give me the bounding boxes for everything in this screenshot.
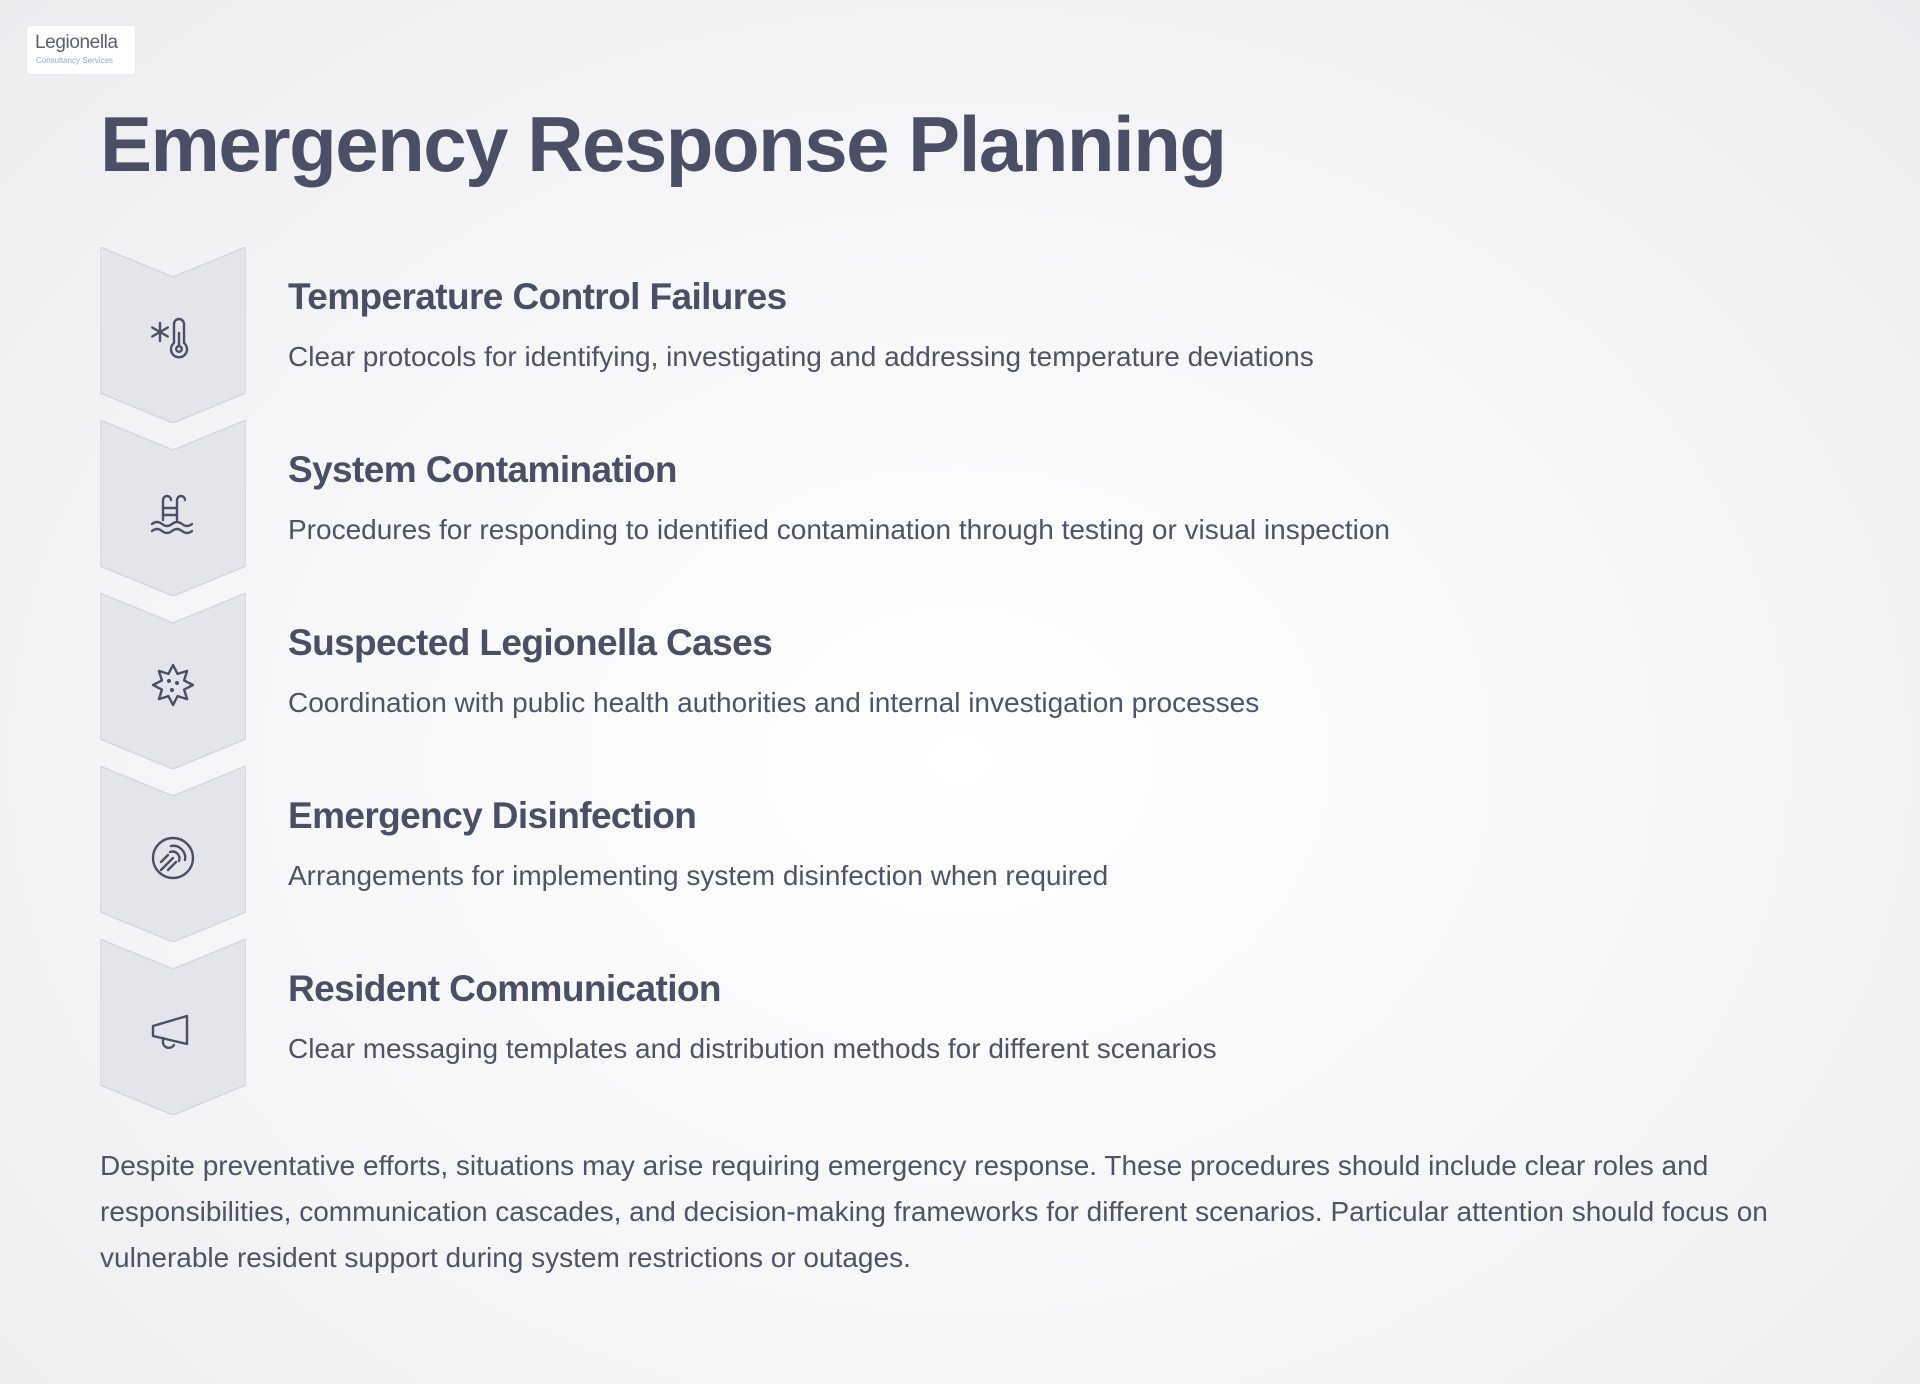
step-suspected-legionella-cases [100,593,1800,769]
logo-name: Legionella [35,32,118,53]
summary-paragraph: Despite preventative efforts, situations may arise requiring emergency response. These procedures should include clear roles and responsibilities, communication cascades, and decision-making frameworks for different scenarios. Particular attention should focus on vulnerable resident support during system restrictions or outages. [100,1150,1768,1273]
step-title: Resident Communication [288,968,721,1009]
step-temperature-control-failures [100,247,1800,423]
step-description: Arrangements for implementing system disinfection when required [288,860,1109,891]
step-description: Clear messaging templates and distribution methods for different scenarios [288,1033,1217,1064]
step-title: Suspected Legionella Cases [288,622,773,663]
page-title: Emergency Response Planning [100,100,1226,188]
step-emergency-disinfection [100,766,1800,942]
megaphone-icon [147,1005,199,1057]
pool-ladder-water-icon [147,486,199,538]
company-logo [27,26,135,74]
step-resident-communication [100,939,1800,1115]
step-description: Coordination with public health authorities and internal investigation processes [288,687,1260,718]
logo-tagline: Consultancy Services [36,56,113,65]
thermometer-snowflake-icon [147,313,199,365]
virus-icon [147,659,199,711]
step-system-contamination [100,420,1800,596]
step-title: System Contamination [288,449,677,490]
step-description: Clear protocols for identifying, investigating and addressing temperature deviations [288,341,1314,372]
step-title: Temperature Control Failures [288,276,787,317]
step-title: Emergency Disinfection [288,795,697,836]
step-description: Procedures for responding to identified contamination through testing or visual inspection [288,514,1390,545]
spray-disinfect-icon [147,832,199,884]
